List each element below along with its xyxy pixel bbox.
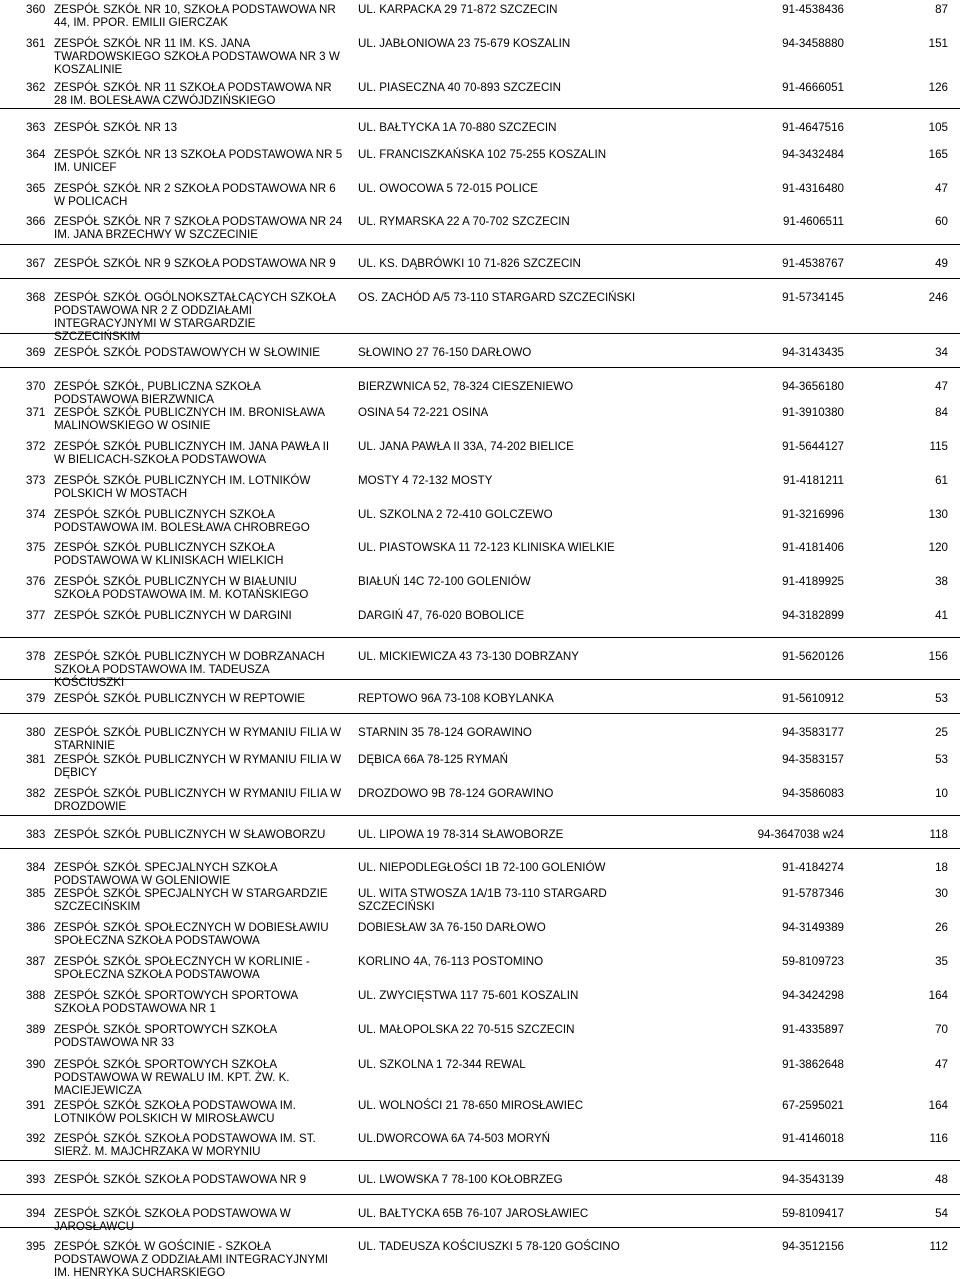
school-name-line: W POLICACH [54,195,128,208]
school-address [358,121,678,134]
table-row [0,1194,960,1233]
school-address-line: UL. JANA PAWŁA II 33A, 74-202 BIELICE [358,440,574,453]
school-phone: 91-4189925 [782,575,844,588]
school-address-line: UL. MICKIEWICZA 43 73-130 DOBRZANY [358,650,579,663]
table-row [0,1160,960,1186]
school-address-line: UL. SZKOLNA 1 72-344 REWAL [358,1058,526,1071]
school-name-line: PODSTAWOWA W REWALU IM. KPT. ŻW. K. [54,1071,290,1084]
school-name [54,575,354,601]
row-number: 384 [26,861,46,874]
school-name-line: IM. UNICEF [54,161,117,174]
school-name [54,3,354,29]
row-number: 381 [26,753,46,766]
school-address-line: UL. WITA STWOSZA 1A/1B 73-110 STARGARD [358,887,607,900]
school-name [54,346,354,359]
student-count: 10 [935,787,948,800]
school-address [358,148,678,161]
school-address-line: UL.DWORCOWA 6A 74-503 MORYŃ [358,1132,550,1145]
school-address [358,380,678,393]
school-address-line: OS. ZACHÓD A/5 73-110 STARGARD SZCZECIŃSKI [358,291,636,304]
row-number: 368 [26,291,46,304]
school-address-line: DOBIESŁAW 3A 76-150 DARŁOWO [358,921,546,934]
student-count: 47 [935,182,948,195]
row-number: 366 [26,215,46,228]
student-count: 156 [928,650,948,663]
school-phone: 91-5787346 [782,887,844,900]
student-count: 118 [929,828,948,841]
school-name [54,1023,354,1049]
row-number: 364 [26,148,46,161]
school-name-line: ZESPÓŁ SZKÓŁ PODSTAWOWYCH W SŁOWINIE [54,346,321,359]
school-name-line: SPOŁECZNA SZKOŁA PODSTAWOWA [54,934,260,947]
school-address-line: UL. ZWYCIĘSTWA 117 75-601 KOSZALIN [358,989,579,1002]
school-name [54,148,354,174]
school-name-line: SZKOŁA PODSTAWOWA IM. TADEUSZA [54,663,270,676]
row-number: 389 [26,1023,46,1036]
school-name-line: ZESPÓŁ SZKÓŁ PUBLICZNYCH IM. BRONISŁAWA [54,406,326,419]
row-number: 372 [26,440,46,453]
school-address [358,650,678,663]
school-phone: 59-8109417 [782,1207,844,1220]
school-name-line: PODSTAWOWA Z ODDZIAŁAMI INTEGRACYJNYMI [54,1253,328,1266]
school-address [358,37,678,50]
table-row [0,244,960,270]
student-count: 116 [929,1132,948,1145]
school-address [358,1240,678,1253]
school-name-line: ZESPÓŁ SZKÓŁ PUBLICZNYCH W REPTOWIE [54,692,306,705]
school-address-line: UL. RYMARSKA 22 A 70-702 SZCZECIN [358,215,570,228]
school-address-line: UL. FRANCISZKAŃSKA 102 75-255 KOSZALIN [358,148,607,161]
school-phone: 94-3432484 [782,148,844,161]
school-name [54,861,354,887]
school-address-line: STARNIN 35 78-124 GORAWINO [358,726,532,739]
school-phone: 94-3458880 [782,37,844,50]
school-phone: 91-4181211 [782,474,844,487]
student-count: 130 [928,508,948,521]
student-count: 164 [928,989,948,1002]
school-name-line: ZESPÓŁ SZKÓŁ PUBLICZNYCH W DARGINI [54,609,292,622]
school-name-line: ZESPÓŁ SZKÓŁ W GOŚCINIE - SZKOŁA [54,1240,272,1253]
school-name-line: W BIELICACH-SZKOŁA PODSTAWOWA [54,453,267,466]
school-phone: 91-4538767 [782,257,844,270]
school-name [54,989,354,1015]
row-number: 369 [26,346,46,359]
school-address [358,257,678,270]
school-phone: 91-4181406 [782,541,844,554]
school-name [54,1058,354,1097]
school-name [54,828,354,841]
row-number: 382 [26,787,46,800]
school-name-line: IM. JANA BRZECHWY W SZCZECINIE [54,228,258,241]
school-address [358,541,678,554]
school-name-line: JAROSŁAWCU [54,1220,135,1233]
school-address [358,955,678,968]
school-name-line: PODSTAWOWA NR 2 Z ODDZIAŁAMI [54,304,252,317]
student-count: 41 [935,609,948,622]
school-address-line: UL. PIASECZNA 40 70-893 SZCZECIN [358,81,561,94]
row-number: 374 [26,508,46,521]
school-name-line: KOSZALINIE [54,63,123,76]
school-name-line: ZESPÓŁ SZKÓŁ NR 11 SZKOŁA PODSTAWOWA NR [54,81,332,94]
school-address-line: UL. OWOCOWA 5 72-015 POLICE [358,182,538,195]
school-address [358,989,678,1002]
school-address [358,81,678,94]
row-number: 388 [26,989,46,1002]
student-count: 49 [935,257,948,270]
school-name-line: PODSTAWOWA BIERZWNICA [54,393,214,406]
student-count: 165 [928,148,948,161]
student-count: 26 [935,921,948,934]
school-name [54,887,354,913]
school-name-line: ZESPÓŁ SZKÓŁ PUBLICZNYCH IM. LOTNIKÓW [54,474,311,487]
student-count: 70 [935,1023,948,1036]
student-count: 48 [935,1173,948,1186]
school-name-line: ZESPÓŁ SZKÓŁ SPECJALNYCH SZKOŁA [54,861,278,874]
row-number: 367 [26,257,46,270]
school-name-line: SIERŻ. M. MAJCHRZAKA W MORYNIU [54,1145,261,1158]
student-count: 25 [935,726,948,739]
school-address [358,575,678,588]
school-name [54,609,354,622]
school-name-line: PODSTAWOWA W GOLENIOWIE [54,874,231,887]
student-count: 164 [928,1099,948,1112]
school-name-line: ZESPÓŁ SZKÓŁ SZKOŁA PODSTAWOWA NR 9 [54,1173,307,1186]
school-address [358,1058,678,1071]
school-name [54,1240,354,1279]
student-count: 120 [928,541,948,554]
school-address-line: DROZDOWO 9B 78-124 GORAWINO [358,787,554,800]
school-address-line: UL. SZKOLNA 2 72-410 GOLCZEWO [358,508,553,521]
student-count: 38 [935,575,948,588]
school-address [358,887,678,913]
school-phone: 94-3512156 [782,1240,844,1253]
school-address [358,1099,678,1112]
student-count: 87 [935,3,948,16]
school-name-line: ZESPÓŁ SZKÓŁ NR 13 SZKOŁA PODSTAWOWA NR 5 [54,148,343,161]
school-address [358,861,678,874]
row-number: 380 [26,726,46,739]
student-count: 30 [935,887,948,900]
row-number: 391 [26,1099,46,1112]
school-name-line: IM. HENRYKA SUCHARSKIEGO [54,1266,226,1279]
school-address-line: UL. NIEPODLEGŁOŚCI 1B 72-100 GOLENIÓW [358,861,606,874]
school-address [358,1173,678,1186]
school-phone: 94-3543139 [782,1173,844,1186]
school-address-line: BIAŁUŃ 14C 72-100 GOLENIÓW [358,575,531,588]
school-address-line: DĘBICA 66A 78-125 RYMAŃ [358,753,508,766]
school-name [54,215,354,241]
school-address [358,609,678,622]
student-count: 54 [935,1207,948,1220]
school-name [54,955,354,981]
row-number: 365 [26,182,46,195]
school-phone: 91-5610912 [782,692,844,705]
school-name-line: ZESPÓŁ SZKÓŁ NR 10, SZKOŁA PODSTAWOWA NR [54,3,336,16]
row-number: 373 [26,474,46,487]
school-address [358,1132,678,1145]
row-number: 370 [26,380,46,393]
school-name [54,1132,354,1158]
student-count: 35 [935,955,948,968]
student-count: 53 [935,753,948,766]
school-phone: 91-3862648 [782,1058,844,1071]
school-name-line: ZESPÓŁ SZKÓŁ PUBLICZNYCH SZKOŁA [54,541,275,554]
table-row [0,367,960,406]
school-address-line: UL. LIPOWA 19 78-314 SŁAWOBORZE [358,828,564,841]
school-phone: 91-3216996 [782,508,844,521]
school-address [358,346,678,359]
school-name-line: ZESPÓŁ SZKÓŁ SPORTOWYCH SZKOŁA [54,1058,278,1071]
school-name-line: ZESPÓŁ SZKÓŁ NR 7 SZKOŁA PODSTAWOWA NR 24 [54,215,343,228]
row-number: 390 [26,1058,46,1071]
school-phone: 91-4316480 [782,182,844,195]
school-address-line: UL. MAŁOPOLSKA 22 70-515 SZCZECIN [358,1023,575,1036]
school-name-line: 28 IM. BOLESŁAWA CZWÓJDZIŃSKIEGO [54,94,276,107]
school-name-line: ZESPÓŁ SZKÓŁ SZKOŁA PODSTAWOWA IM. ST. [54,1132,316,1145]
school-name-line: ZESPÓŁ SZKÓŁ PUBLICZNYCH W RYMANIU FILIA W [54,753,342,766]
school-phone: 91-4146018 [782,1132,844,1145]
table-row [0,278,960,343]
school-address-line: BIERZWNICA 52, 78-324 CIESZENIEWO [358,380,574,393]
school-name-line: TWARDOWSKIEGO SZKOŁA PODSTAWOWA NR 3 W [54,50,340,63]
school-phone: 94-3656180 [782,380,844,393]
school-name-line: MACIEJEWICZA [54,1084,142,1097]
school-name-line: DROZDOWIE [54,800,127,813]
school-name [54,380,354,406]
school-name-line: MALINOWSKIEGO W OSINIE [54,419,211,432]
row-number: 386 [26,921,46,934]
table-row [0,815,960,841]
school-address [358,921,678,934]
school-phone: 59-8109723 [782,955,844,968]
school-phone: 91-5620126 [782,650,844,663]
school-phone: 91-5644127 [782,440,844,453]
school-phone: 94-3586083 [782,787,844,800]
student-count: 112 [929,1240,948,1253]
row-number: 371 [26,406,46,419]
school-phone: 91-3910380 [782,406,844,419]
student-count: 60 [935,215,948,228]
school-address [358,182,678,195]
school-phone: 91-4184274 [782,861,844,874]
school-address [358,215,678,228]
school-name-line: SZKOŁA PODSTAWOWA IM. M. KOTAŃSKIEGO [54,588,309,601]
school-name-line: ZESPÓŁ SZKÓŁ SZKOŁA PODSTAWOWA IM. [54,1099,296,1112]
school-name [54,257,354,270]
school-address [358,787,678,800]
school-address [358,440,678,453]
school-phone: 94-3583157 [782,753,844,766]
school-name [54,726,354,752]
school-address-line: UL. KARPACKA 29 71-872 SZCZECIN [358,3,558,16]
student-count: 105 [928,121,948,134]
school-name-line: ZESPÓŁ SZKÓŁ PUBLICZNYCH W DOBRZANACH [54,650,325,663]
school-phone: 91-4666051 [782,81,844,94]
school-phone: 91-4335897 [782,1023,844,1036]
row-number: 383 [26,828,46,841]
table-row [0,679,960,705]
student-count: 53 [935,692,948,705]
student-count: 84 [935,406,948,419]
school-address [358,1023,678,1036]
school-phone: 94-3149389 [782,921,844,934]
school-name-line: ZESPÓŁ SZKÓŁ NR 13 [54,121,178,134]
school-name-line: ZESPÓŁ SZKÓŁ SZKOŁA PODSTAWOWA W [54,1207,291,1220]
school-name [54,508,354,534]
table-row [0,713,960,752]
school-name [54,121,354,134]
school-address [358,1207,678,1220]
school-address [358,828,678,841]
school-phone: 94-3143435 [782,346,844,359]
school-address [358,726,678,739]
student-count: 115 [929,440,948,453]
school-name-line: LOTNIKÓW POLSKICH W MIROSŁAWCU [54,1112,275,1125]
school-name-line: SZCZECIŃSKIM [54,900,141,913]
school-name-line: ZESPÓŁ SZKÓŁ SPOŁECZNYCH W DOBIESŁAWIU [54,921,329,934]
school-name-line: POLSKICH W MOSTACH [54,487,188,500]
table-row [0,1227,960,1279]
row-number: 362 [26,81,46,94]
row-number: 375 [26,541,46,554]
school-name-line: ZESPÓŁ SZKÓŁ NR 2 SZKOŁA PODSTAWOWA NR 6 [54,182,336,195]
school-address-line: KORLINO 4A, 76-113 POSTOMINO [358,955,544,968]
row-number: 363 [26,121,46,134]
school-address-line: REPTOWO 96A 73-108 KOBYLANKA [358,692,554,705]
school-name-line: ZESPÓŁ SZKÓŁ SPECJALNYCH W STARGARDZIE [54,887,328,900]
school-name-line: ZESPÓŁ SZKÓŁ OGÓLNOKSZTAŁCĄCYCH SZKOŁA [54,291,336,304]
school-name-line: ZESPÓŁ SZKÓŁ PUBLICZNYCH W BIAŁUNIU [54,575,297,588]
school-name-line: ZESPÓŁ SZKÓŁ NR 9 SZKOŁA PODSTAWOWA NR 9 [54,257,336,270]
row-number: 395 [26,1240,46,1253]
school-name-line: SZKOŁA PODSTAWOWA NR 1 [54,1002,216,1015]
school-phone: 94-3424298 [782,989,844,1002]
school-address [358,474,678,487]
school-name-line: PODSTAWOWA W KLINISKACH WIELKICH [54,554,284,567]
school-name-line: ZESPÓŁ SZKÓŁ PUBLICZNYCH IM. JANA PAWŁA II [54,440,330,453]
school-name [54,1099,354,1125]
school-name-line: ZESPÓŁ SZKÓŁ PUBLICZNYCH W RYMANIU FILIA W [54,787,342,800]
row-number: 377 [26,609,46,622]
school-name-line: KOŚCIUSZKI [54,676,125,689]
school-address-line: SZCZECIŃSKI [358,900,435,913]
school-name-line: INTEGRACYJNYMI W STARGARDZIE [54,317,256,330]
school-phone: 67-2595021 [782,1099,844,1112]
school-name-line: SZCZECIŃSKIM [54,330,141,343]
school-name [54,406,354,432]
row-number: 393 [26,1173,46,1186]
student-count: 126 [928,81,948,94]
school-address-line: DARGIŃ 47, 76-020 BOBOLICE [358,609,525,622]
school-name [54,541,354,567]
student-count: 246 [928,291,948,304]
school-name [54,37,354,76]
table-row [0,848,960,887]
school-address-line: UL. JABŁONIOWA 23 75-679 KOSZALIN [358,37,571,50]
row-number: 360 [26,3,46,16]
school-address-line: UL. WOLNOŚCI 21 78-650 MIROSŁAWIEC [358,1099,584,1112]
school-phone: 94-3583177 [782,726,844,739]
school-name-line: PODSTAWOWA IM. BOLESŁAWA CHROBREGO [54,521,310,534]
school-address [358,692,678,705]
school-address-line: UL. KS. DĄBRÓWKI 10 71-826 SZCZECIN [358,257,581,270]
school-name [54,753,354,779]
school-name [54,182,354,208]
school-name-line: ZESPÓŁ SZKÓŁ PUBLICZNYCH W RYMANIU FILIA W [54,726,342,739]
table-row [0,333,960,359]
school-name-line: DĘBICY [54,766,98,779]
row-number: 392 [26,1132,46,1145]
school-address-line: UL. BAŁTYCKA 65B 76-107 JAROSŁAWIEC [358,1207,589,1220]
student-count: 18 [935,861,948,874]
row-number: 379 [26,692,46,705]
school-phone: 91-4538436 [782,3,844,16]
school-phone: 91-4647516 [782,121,844,134]
school-name [54,692,354,705]
school-address-line: UL. PIASTOWSKA 11 72-123 KLINISKA WIELKIE [358,541,615,554]
school-name [54,1173,354,1186]
school-name-line: 44, IM. PPOR. EMILII GIERCZAK [54,16,228,29]
row-number: 394 [26,1207,46,1220]
table-row [0,637,960,689]
school-name-line: ZESPÓŁ SZKÓŁ, PUBLICZNA SZKOŁA [54,380,261,393]
row-number: 378 [26,650,46,663]
table-row [0,108,960,134]
school-name-line: ZESPÓŁ SZKÓŁ SPORTOWYCH SPORTOWA [54,989,299,1002]
school-name [54,440,354,466]
school-name-line: ZESPÓŁ SZKÓŁ SPOŁECZNYCH W KORLINIE - [54,955,310,968]
school-phone: 94-3647038 w24 [757,828,844,841]
school-name-line: ZESPÓŁ SZKÓŁ SPORTOWYCH SZKOŁA [54,1023,278,1036]
school-name-line: PODSTAWOWA NR 33 [54,1036,175,1049]
school-address-line: UL. LWOWSKA 7 78-100 KOŁOBRZEG [358,1173,563,1186]
school-name [54,921,354,947]
row-number: 361 [26,37,46,50]
school-address-line: UL. TADEUSZA KOŚCIUSZKI 5 78-120 GOŚCINO [358,1240,620,1253]
school-address-line: UL. BAŁTYCKA 1A 70-880 SZCZECIN [358,121,557,134]
school-name-line: ZESPÓŁ SZKÓŁ NR 11 IM. KS. JANA [54,37,251,50]
school-name-line: STARNINIE [54,739,115,752]
student-count: 34 [935,346,948,359]
school-address-line: MOSTY 4 72-132 MOSTY [358,474,493,487]
student-count: 151 [928,37,948,50]
school-name-line: SPOŁECZNA SZKOŁA PODSTAWOWA [54,968,260,981]
school-name [54,81,354,107]
student-count: 61 [935,474,948,487]
school-address [358,406,678,419]
school-phone: 94-3182899 [782,609,844,622]
school-name-line: ZESPÓŁ SZKÓŁ PUBLICZNYCH SZKOŁA [54,508,275,521]
school-name [54,474,354,500]
school-phone: 91-4606511 [782,215,844,228]
school-name [54,787,354,813]
school-address [358,291,678,304]
row-number: 387 [26,955,46,968]
school-address-line: OSINA 54 72-221 OSINA [358,406,489,419]
school-name-line: ZESPÓŁ SZKÓŁ PUBLICZNYCH W SŁAWOBORZU [54,828,326,841]
row-number: 385 [26,887,46,900]
student-count: 47 [935,1058,948,1071]
school-address-line: SŁOWINO 27 76-150 DARŁOWO [358,346,532,359]
school-address [358,3,678,16]
school-address [358,753,678,766]
row-number: 376 [26,575,46,588]
student-count: 47 [935,380,948,393]
school-address [358,508,678,521]
school-phone: 91-5734145 [782,291,844,304]
